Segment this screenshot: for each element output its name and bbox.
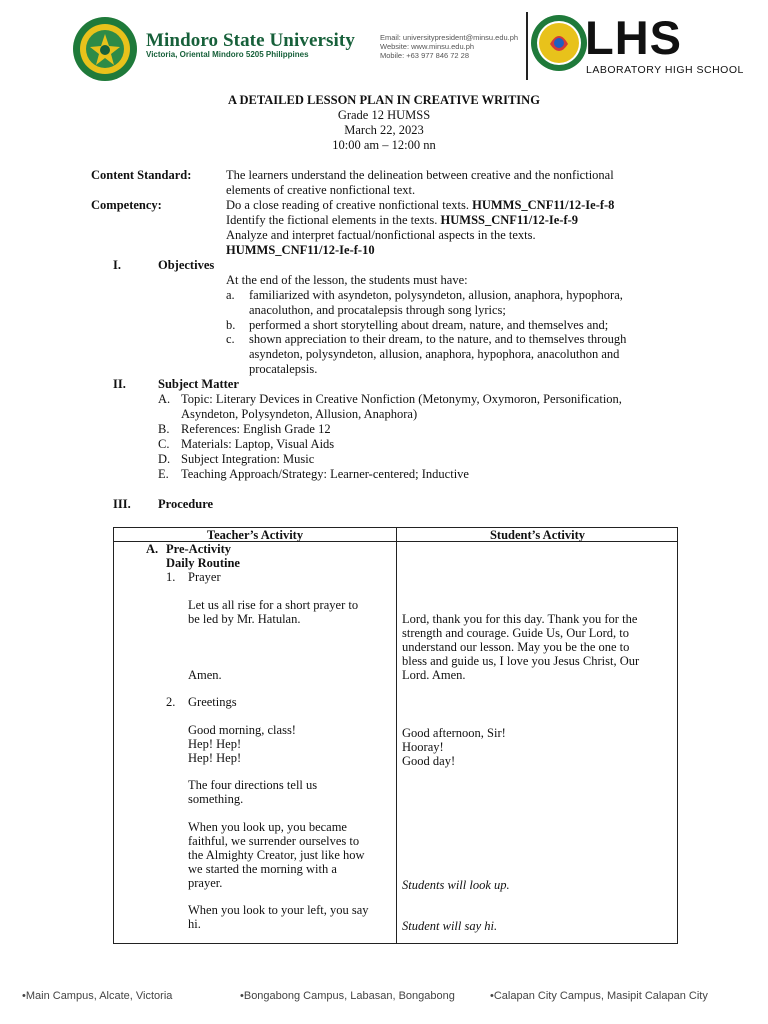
list-marker: c. <box>226 332 235 346</box>
teacher-line: we started the morning with a <box>188 862 337 876</box>
teacher-line: the Almighty Creator, just like how <box>188 848 365 862</box>
student-line: Good day! <box>402 754 456 768</box>
lhs-logo-text: LHS <box>585 11 682 64</box>
student-line: understand our lesson. May you be the one to <box>402 640 630 654</box>
letterhead <box>0 0 768 84</box>
content-standard-line: The learners understand the delineation between creative and the nonfictional <box>226 168 614 182</box>
teacher-line: The four directions tell us <box>188 778 318 792</box>
prayer-heading: Prayer <box>188 570 221 584</box>
university-address: Victoria, Oriental Mindoro 5205 Philippines <box>146 50 309 59</box>
objective-item: procatalepsis. <box>249 362 318 376</box>
list-marker: C. <box>158 437 170 451</box>
table-column-divider <box>396 528 397 943</box>
contact-email: Email: universitypresident@minsu.edu.ph <box>380 33 519 42</box>
teacher-line: Amen. <box>188 668 222 682</box>
column-header-teacher: Teacher’s Activity <box>206 528 304 542</box>
list-marker: A. <box>158 392 171 406</box>
competency-line: Analyze and interpret factual/nonfictional aspects in the texts. <box>226 228 536 242</box>
section-numeral: II. <box>113 377 126 391</box>
greetings-heading: Greetings <box>188 695 237 709</box>
student-line: strength and courage. Guide Us, Our Lord, to <box>402 626 630 640</box>
list-marker: E. <box>158 467 169 481</box>
objective-item: anacoluthon, and procatalepsis through song lyrics; <box>249 303 506 317</box>
list-marker: D. <box>158 452 171 466</box>
teacher-line: When you look to your left, you say <box>188 903 369 917</box>
section-numeral: III. <box>113 497 131 511</box>
lhs-seal-logo <box>530 14 588 72</box>
list-marker: b. <box>226 318 236 332</box>
objectives-heading: Objectives <box>158 258 215 272</box>
competency-code: HUMSS_CNF11/12-Ie-f-9 <box>440 213 579 227</box>
objectives-intro: At the end of the lesson, the students must have: <box>226 273 468 287</box>
pre-activity-heading: Pre-Activity <box>166 542 232 556</box>
contact-mobile: Mobile: +63 977 846 72 28 <box>380 51 470 60</box>
student-line: bless and guide us, I love you Jesus Christ, Our <box>402 654 640 668</box>
lhs-logo-subtitle: LABORATORY HIGH SCHOOL <box>586 64 744 76</box>
teacher-line: Let us all rise for a short prayer to <box>188 598 359 612</box>
footer-campus: •Calapan City Campus, Masipit Calapan City <box>490 990 708 1002</box>
teacher-line: hi. <box>188 917 201 931</box>
objective-item: performed a short storytelling about dream, nature, and themselves and; <box>249 318 609 332</box>
column-header-student: Student’s Activity <box>489 528 586 542</box>
daily-routine-heading: Daily Routine <box>166 556 240 570</box>
subject-matter-item: Materials: Laptop, Visual Aids <box>181 437 335 451</box>
header-divider <box>526 12 528 80</box>
competency-label: Competency: <box>91 198 162 212</box>
section-numeral: I. <box>113 258 121 272</box>
teacher-line: be led by Mr. Hatulan. <box>188 612 301 626</box>
competency-code: HUMMS_CNF11/12-Ie-f-8 <box>472 198 615 212</box>
content-standard-line: elements of creative nonfictional text. <box>226 183 416 197</box>
teacher-line: Good morning, class! <box>188 723 296 737</box>
student-line: Hooray! <box>402 740 444 754</box>
list-marker: 1. <box>166 570 176 584</box>
time-line: 10:00 am – 12:00 nn <box>332 138 436 152</box>
competency-line <box>226 198 614 213</box>
teacher-line: prayer. <box>188 876 223 890</box>
content-standard-label: Content Standard: <box>91 168 192 182</box>
competency-text: Identify the fictional elements in the texts. <box>226 213 438 227</box>
grade-line: Grade 12 HUMSS <box>337 108 431 122</box>
subject-matter-item: References: English Grade 12 <box>181 422 331 436</box>
list-marker: B. <box>158 422 170 436</box>
subject-matter-item: Teaching Approach/Strategy: Learner-centered; Inductive <box>181 467 469 481</box>
date-line: March 22, 2023 <box>344 123 424 137</box>
procedure-heading: Procedure <box>158 497 214 511</box>
teacher-line: faithful, we surrender ourselves to <box>188 834 360 848</box>
list-marker: 2. <box>166 695 176 709</box>
competency-text: Do a close reading of creative nonfictional texts. <box>226 198 469 212</box>
student-line: Student will say hi. <box>402 919 498 933</box>
list-marker: a. <box>226 288 235 302</box>
teacher-line: When you look up, you became <box>188 820 347 834</box>
subject-matter-item: Asyndeton, Polysyndeton, Allusion, Anaphora) <box>181 407 418 421</box>
msu-seal-logo <box>72 16 138 82</box>
teacher-line: Hep! Hep! <box>188 737 242 751</box>
teacher-line: Hep! Hep! <box>188 751 242 765</box>
teacher-line: something. <box>188 792 244 806</box>
footer-campus: •Bongabong Campus, Labasan, Bongabong <box>240 990 455 1002</box>
footer-campus: •Main Campus, Alcate, Victoria <box>22 990 173 1002</box>
student-line: Lord. Amen. <box>402 668 466 682</box>
list-marker: A. <box>146 542 159 556</box>
objective-item: asyndeton, polysyndeton, allusion, anaphora, hypophora, anacoluthon and <box>249 347 620 361</box>
procedure-table <box>113 527 678 944</box>
student-line: Good afternoon, Sir! <box>402 726 506 740</box>
subject-matter-item: Topic: Literary Devices in Creative Nonfiction (Metonymy, Oxymoron, Personification, <box>181 392 622 406</box>
university-name: Mindoro State University <box>146 30 355 51</box>
competency-code: HUMMS_CNF11/12-Ie-f-10 <box>226 243 375 257</box>
contact-website: Website: www.minsu.edu.ph <box>380 42 475 51</box>
subject-matter-item: Subject Integration: Music <box>181 452 315 466</box>
student-line: Students will look up. <box>402 878 510 892</box>
subject-matter-heading: Subject Matter <box>158 377 239 391</box>
student-line: Lord, thank you for this day. Thank you for the <box>402 612 638 626</box>
objective-item: shown appreciation to their dream, to the nature, and to themselves through <box>249 332 627 346</box>
document-title: A DETAILED LESSON PLAN IN CREATIVE WRITING <box>228 93 540 107</box>
objective-item: familiarized with asyndeton, polysyndeton, allusion, anaphora, hypophora, <box>249 288 623 302</box>
competency-line <box>226 213 578 228</box>
